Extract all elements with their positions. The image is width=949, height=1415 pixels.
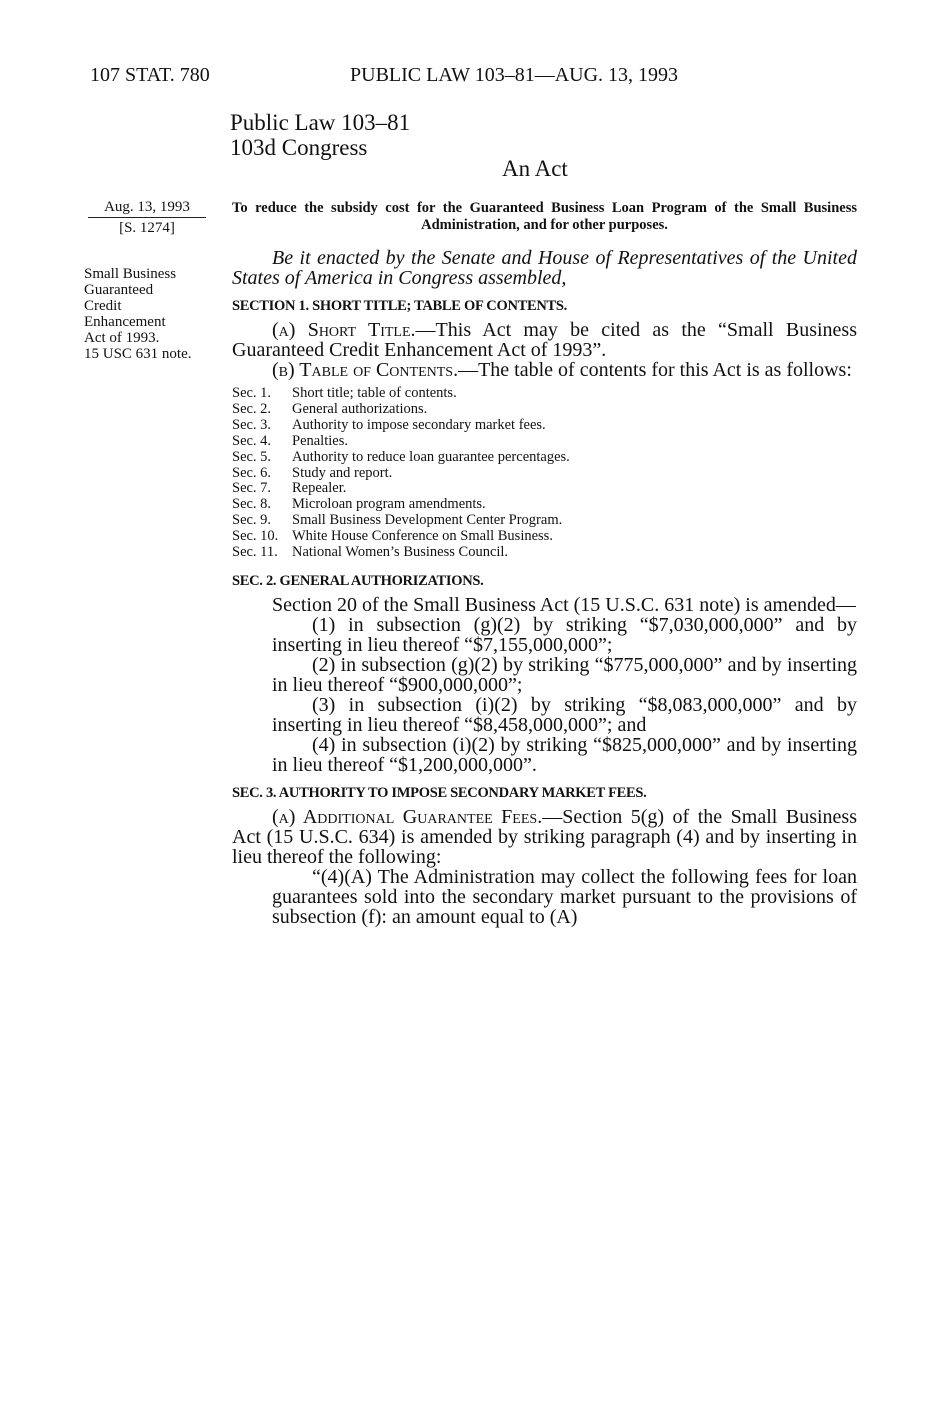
act-body xyxy=(232,248,857,927)
section-2-heading: SEC. 2. GENERAL AUTHORIZATIONS. xyxy=(232,572,484,589)
toc-title: Microloan program amendments. xyxy=(292,496,486,513)
toc-entry xyxy=(232,545,857,561)
law-title-block xyxy=(230,110,410,160)
toc-number: Sec. 1. xyxy=(232,385,272,401)
congress-number: 103d Congress xyxy=(230,135,368,160)
sidenote-line: Small Business xyxy=(84,266,177,282)
margin-date-block xyxy=(84,197,210,238)
amendment-item: (1) in subsection (g)(2) by striking “$7,030,000,000” and by inserting in lieu thereof “$7,155,000,000”; xyxy=(272,613,857,656)
section-1-heading: SECTION 1. SHORT TITLE; TABLE OF CONTENTS. xyxy=(232,298,567,314)
toc-title: Short title; table of contents. xyxy=(292,385,457,401)
toc-entry xyxy=(232,466,857,482)
toc-number: Sec. 11. xyxy=(232,544,278,561)
toc-entry xyxy=(232,386,857,402)
toc-title: Small Business Development Center Program. xyxy=(292,512,563,529)
toc-title: Penalties. xyxy=(292,432,348,449)
toc-number: Sec. 9. xyxy=(232,512,272,529)
bill-number: [S. 1274] xyxy=(119,220,175,236)
toc-number: Sec. 4. xyxy=(232,432,272,449)
toc-title: Authority to reduce loan guarantee percentages. xyxy=(292,448,570,465)
subsection-text: —Section 5(g) of the Small Business Act (15 U.S.C. 634) is amended by striking paragraph (4) and by inserting in lieu thereof the following: xyxy=(232,805,857,868)
table-of-contents xyxy=(232,386,857,561)
sidenote-line: 15 USC 631 note. xyxy=(84,346,192,362)
section-3-subsection-a xyxy=(232,807,857,867)
toc-entry xyxy=(232,434,857,450)
margin-sidenote xyxy=(84,266,212,362)
subsection-label: (b) Table of Contents. xyxy=(272,359,459,381)
toc-number: Sec. 3. xyxy=(232,416,272,433)
public-law-number: Public Law 103–81 xyxy=(230,110,411,135)
sidenote-line: Act of 1993. xyxy=(84,330,160,346)
toc-number: Sec. 10. xyxy=(232,528,279,545)
subsection-text: —This Act may be cited as the “Small Business Guaranteed Credit Enhancement Act of 1993”. xyxy=(232,319,857,361)
enactment-date: Aug. 13, 1993 xyxy=(104,199,190,215)
toc-title: Repealer. xyxy=(292,480,347,497)
section-1-subsection-b xyxy=(232,360,857,380)
amendment-item: (3) in subsection (i)(2) by striking “$8,083,000,000” and by inserting in lieu thereof “$8,458,000,000”; and xyxy=(272,693,857,736)
toc-number: Sec. 7. xyxy=(232,480,272,497)
toc-entry xyxy=(232,529,857,545)
amendment-item: (4) in subsection (i)(2) by striking “$825,000,000” and by inserting in lieu thereof “$1,200,000,000”. xyxy=(272,733,857,776)
quoted-text: “(4)(A) The Administration may collect the following fees for loan guarantees sold into the secondary market pursuant to the provisions of subsection (f): an amount equal to (A) xyxy=(272,865,857,928)
enacting-clause: Be it enacted by the Senate and House of Representatives of the United States of America in Congress assembled, xyxy=(232,247,857,289)
running-header: PUBLIC LAW 103–81—AUG. 13, 1993 xyxy=(350,64,679,86)
subsection-label: (a) Additional Guarantee Fees. xyxy=(272,805,543,828)
toc-entry xyxy=(232,481,857,497)
toc-entry xyxy=(232,402,857,418)
section-3-heading: SEC. 3. AUTHORITY TO IMPOSE SECONDARY MARKET FEES. xyxy=(232,784,647,801)
stat-page-number: 107 STAT. 780 xyxy=(90,64,210,86)
toc-title: Study and report. xyxy=(292,464,393,481)
an-act-heading: An Act xyxy=(502,156,568,181)
subsection-text: —The table of contents for this Act is as follows: xyxy=(458,359,852,381)
toc-number: Sec. 6. xyxy=(232,464,272,481)
toc-entry xyxy=(232,497,857,513)
toc-title: National Women’s Business Council. xyxy=(292,544,509,561)
sidenote-line: Guaranteed xyxy=(84,282,154,298)
section-1-subsection-a xyxy=(232,320,857,360)
toc-entry xyxy=(232,513,857,529)
subsection-label: (a) Short Title. xyxy=(272,319,416,341)
section-2-intro: Section 20 of the Small Business Act (15 U.S.C. 631 note) is amended— xyxy=(272,593,856,616)
toc-title: General authorizations. xyxy=(292,400,428,417)
sidenote-line: Credit xyxy=(84,298,122,314)
toc-number: Sec. 8. xyxy=(232,496,272,513)
toc-entry xyxy=(232,418,857,434)
act-purpose: To reduce the subsidy cost for the Guaranteed Business Loan Program of the Small Business Administration, and for other purposes. xyxy=(232,200,857,233)
quoted-amendment-text xyxy=(272,867,857,927)
amendment-item: (2) in subsection (g)(2) by striking “$775,000,000” and by inserting in lieu thereof “$900,000,000”; xyxy=(272,653,857,696)
toc-number: Sec. 2. xyxy=(232,400,272,417)
toc-number: Sec. 5. xyxy=(232,448,272,465)
toc-entry xyxy=(232,450,857,466)
toc-title: Authority to impose secondary market fees. xyxy=(292,416,546,433)
toc-title: White House Conference on Small Business. xyxy=(292,528,553,545)
sidenote-line: Enhancement xyxy=(84,314,166,330)
